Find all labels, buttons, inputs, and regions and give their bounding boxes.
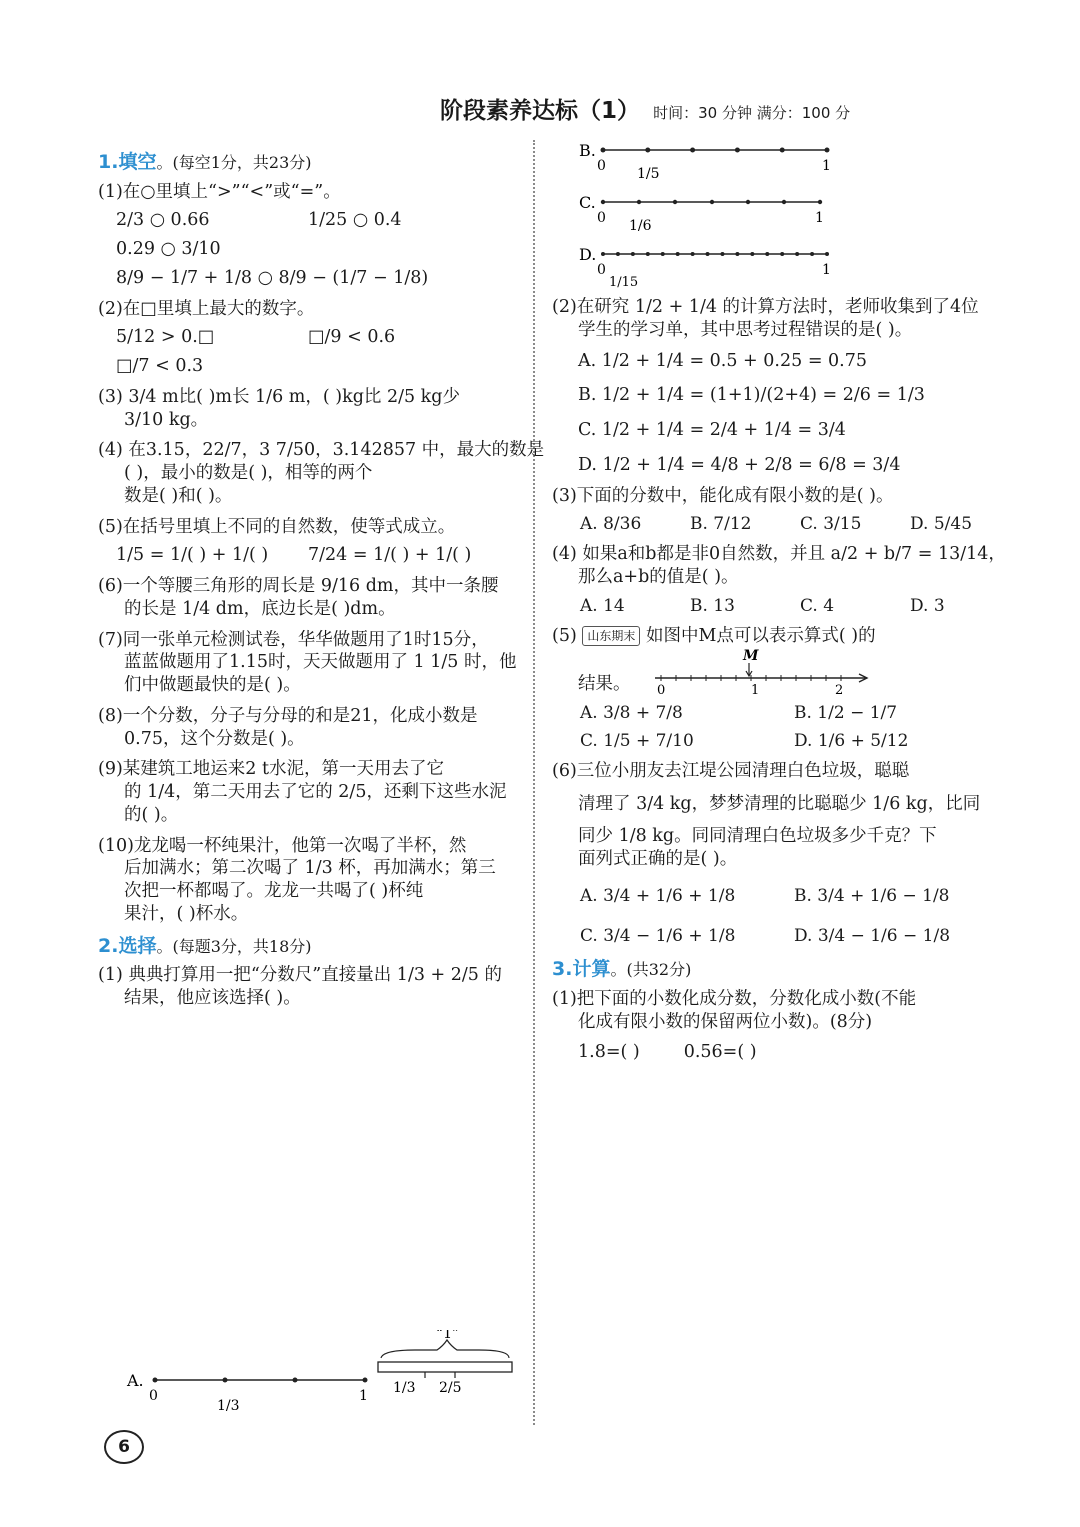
option-c[interactable]: C. 3/4 − 1/6 + 1/8	[580, 925, 736, 946]
option-d[interactable]: D. 5/45	[910, 514, 973, 535]
tick-dot	[637, 200, 641, 204]
question-line: (1)把下面的小数化成分数，分数化成小数(不能	[552, 988, 917, 1009]
section-note: 。(每空1分，共23分)	[156, 153, 312, 172]
page-number: 6	[104, 1430, 144, 1464]
ruler-body	[378, 1362, 512, 1372]
question-line: (2)在研究 1/2 + 1/4 的计算方法时，老师收集到了4位	[552, 297, 979, 317]
option-b[interactable]: B. 7/12	[690, 514, 752, 535]
tick-dot	[706, 252, 710, 256]
question-line: 次把一杯都喝了。龙龙一共喝了( )杯纯	[124, 881, 424, 902]
option-c[interactable]: C. 4	[800, 595, 835, 616]
option-b[interactable]: B. 3/4 + 1/6 − 1/8	[794, 885, 950, 906]
tick-dot	[676, 252, 680, 256]
conversion-item[interactable]: 0.56=( )	[683, 1042, 757, 1063]
tick-dot	[293, 1378, 298, 1383]
section-note: 。(每题3分，共18分)	[156, 936, 312, 956]
question-line: (3) 3/4 m比( )m长 1/6 m，( )kg比 2/5 kg少	[98, 386, 460, 407]
section-number: 3.	[552, 958, 573, 981]
question-line: (10)龙龙喝一杯纯果汁，他第一次喝了半杯，然	[98, 835, 467, 856]
equation-item[interactable]: 7/24 = 1/( ) + 1/( )	[308, 545, 472, 566]
number-line-option-c	[575, 190, 855, 240]
question-text: (3)下面的分数中，能化成有限小数的是( )。	[552, 485, 894, 506]
question-line: 同少 1/8 kg。同同清理白色垃圾多少千克？下	[578, 826, 937, 847]
question-2-3	[552, 485, 982, 536]
compare-item[interactable]: 8/9 − 1/7 + 1/8 ○ 8/9 − (1/7 − 1/8)	[116, 267, 429, 288]
source-tag: 山东期末	[582, 626, 640, 646]
question-1-7	[98, 629, 518, 697]
conversion-item[interactable]: 1.8=( )	[578, 1042, 640, 1063]
question-line: (6)一个等腰三角形的周长是 9/16 dm，其中一条腰	[98, 576, 499, 597]
question-1-6	[98, 575, 518, 621]
question-line: (1) 典典打算用一把“分数尺”直接量出 1/3 + 2/5 的	[98, 965, 502, 986]
tick-dot	[780, 252, 784, 256]
question-2-2	[552, 296, 982, 477]
question-line: (7)同一张单元检测试卷，华华做题用了1时15分，	[98, 629, 489, 650]
section-3-heading	[552, 957, 982, 982]
tick-dot	[818, 200, 822, 204]
tick-label-mid: 1/5	[637, 166, 660, 182]
option-a[interactable]: A. 1/2 + 1/4 = 0.5 + 0.25 = 0.75	[578, 350, 868, 371]
tick-label-mid: 1/6	[629, 218, 652, 234]
tick-label-right: 1	[359, 1388, 368, 1404]
tick-dot	[720, 252, 724, 256]
question-2-4	[552, 543, 1006, 617]
tick-dot	[631, 252, 635, 256]
tick-label-mid: 1/15	[609, 275, 639, 290]
question-line: 清理了 3/4 kg，梦梦清理的比聪聪少 1/6 kg，比同	[578, 793, 981, 814]
digit-item[interactable]: □/7 < 0.3	[116, 356, 204, 377]
q4-options	[580, 595, 982, 617]
q5-number-line	[645, 648, 875, 696]
q5-options	[580, 702, 982, 752]
question-line: ( )，最小的数是( )，相等的两个	[124, 463, 373, 484]
q5-stem-row	[552, 648, 982, 696]
section-1-heading	[98, 150, 518, 175]
tick-dot	[223, 1378, 228, 1383]
option-label: B.	[579, 141, 596, 160]
question-2-5	[552, 625, 982, 752]
tick-dot	[780, 148, 785, 153]
question-1-5	[98, 516, 518, 568]
question-1-1	[98, 181, 518, 290]
digit-items	[116, 326, 518, 378]
conversion-items	[552, 1041, 982, 1064]
question-line: 数是( )和( )。	[124, 485, 233, 506]
question-text: (5)在括号里填上不同的自然数，使等式成立。	[98, 516, 456, 537]
tick-label: 2	[834, 682, 843, 696]
point-m-label: M	[742, 647, 758, 664]
tick-label-left: 0	[149, 1388, 158, 1404]
tick-dot	[795, 252, 799, 256]
option-a[interactable]: A. 14	[580, 595, 625, 616]
tick-label-mid: 1/3	[217, 1398, 240, 1414]
ruler-mark: 1/3	[393, 1380, 416, 1396]
option-c[interactable]: C. 3/15	[800, 514, 862, 535]
number-line-option-d	[575, 242, 855, 292]
section-name: 填空	[118, 151, 157, 173]
question-line: 果汁，( )杯水。	[124, 903, 249, 924]
fraction-ruler	[378, 1330, 512, 1396]
question-line	[552, 625, 982, 648]
option-b[interactable]: B. 1/2 − 1/7	[794, 702, 898, 723]
tick-dot	[782, 200, 786, 204]
option-label: A.	[127, 1371, 144, 1390]
section-number: 2.	[98, 934, 119, 957]
question-2-1	[98, 964, 518, 1010]
question-1-8	[98, 705, 518, 751]
number-line-option-a	[125, 1330, 525, 1429]
question-number: (5)	[552, 625, 577, 646]
q6-options	[580, 885, 982, 947]
question-1-9	[98, 758, 518, 826]
ruler-brace	[381, 1340, 509, 1358]
question-1-2	[98, 298, 518, 378]
section-name: 选择	[118, 934, 157, 957]
question-line: 们中做题最快的是( )。	[124, 675, 301, 696]
tick-dot	[750, 252, 754, 256]
tick-dot	[746, 200, 750, 204]
option-d[interactable]: D. 3	[910, 595, 945, 616]
tick-dot	[601, 200, 605, 204]
compare-items	[116, 209, 518, 289]
tick-dot	[646, 252, 650, 256]
equation-items	[116, 544, 518, 567]
tick-dot	[691, 252, 695, 256]
question-line: (8)一个分数，分子与分母的和是21，化成小数是	[98, 705, 478, 726]
tick-label-right: 1	[815, 210, 824, 226]
compare-item[interactable]: 0.29 ○ 3/10	[116, 239, 221, 260]
tick-label-right: 1	[822, 262, 831, 278]
tick-label-left: 0	[597, 158, 606, 174]
section-2-heading	[98, 934, 518, 959]
tick-dot	[363, 1378, 368, 1383]
number-line-c-svg	[575, 190, 855, 240]
question-2-6	[552, 760, 982, 947]
question-1-4	[98, 439, 545, 507]
tick-label: 0	[656, 682, 665, 696]
number-line-a-svg	[125, 1330, 525, 1425]
option-b[interactable]: B. 1/2 + 1/4 = (1+1)/(2+4) = 2/6 = 1/3	[578, 385, 925, 406]
section-note: 。(共32分)	[610, 960, 692, 980]
tick-dot	[601, 252, 605, 256]
tick-dot	[153, 1378, 158, 1383]
question-1-3	[98, 386, 518, 432]
option-d[interactable]: D. 3/4 − 1/6 − 1/8	[794, 925, 951, 946]
tick-label-right: 1	[822, 158, 831, 174]
tick-dot	[645, 148, 650, 153]
question-text: (1)在○里填上“>”“<”或“=”。	[98, 181, 341, 202]
ruler-mark: 2/5	[439, 1380, 462, 1396]
question-1-10	[98, 835, 518, 926]
question-line: 面列式正确的是( )。	[578, 849, 738, 870]
q3-options	[580, 513, 982, 535]
question-line: 化成有限小数的保留两位小数)。(8分)	[578, 1011, 873, 1032]
question-line: 后加满水；第二次喝了 1/3 杯，再加满水；第三	[124, 858, 496, 879]
option-d[interactable]: D. 1/6 + 5/12	[794, 730, 909, 751]
question-line: 那么a+b的值是( )。	[578, 567, 739, 588]
tick-dot	[810, 252, 814, 256]
compare-item[interactable]: 2/3 ○ 0.66	[116, 210, 210, 231]
ruler-top-label: “1”	[436, 1330, 460, 1342]
question-line: 学生的学习单，其中思考过程错误的是( )。	[578, 319, 913, 340]
number-line-option-b	[575, 138, 855, 188]
question-line: (4) 在3.15，22/7，3 7/50，3.142857 中，最大的数是	[98, 440, 545, 461]
question-line: (6)三位小朋友去江堤公园清理白色垃圾，聪聪	[552, 760, 910, 781]
left-column	[98, 150, 545, 1018]
number-line-d-svg	[575, 242, 855, 292]
page-title	[440, 92, 920, 126]
tick-dot	[690, 148, 695, 153]
section-name: 计算	[572, 958, 611, 981]
question-line: (9)某建筑工地运来2 t水泥，第一天用去了它	[98, 759, 445, 780]
question-line: 结果。	[578, 673, 631, 694]
right-column	[552, 296, 1006, 1072]
question-line: (4) 如果a和b都是非0自然数，并且 a/2 + b/7 = 13/14，	[552, 544, 1006, 565]
digit-item[interactable]: □/9 < 0.6	[308, 327, 396, 348]
title-meta: 时间：30 分钟 满分：100 分	[653, 104, 851, 122]
tick-dot	[616, 252, 620, 256]
tick-dot	[735, 252, 739, 256]
digit-item[interactable]: 5/12 > 0.□	[116, 327, 215, 348]
q2-options	[578, 350, 982, 477]
tick-dot	[661, 252, 665, 256]
tick-dot	[710, 200, 714, 204]
tick-label-left: 0	[597, 262, 606, 278]
option-d[interactable]: D. 1/2 + 1/4 = 4/8 + 2/8 = 6/8 = 3/4	[578, 454, 901, 475]
question-line: 蓝蓝做题用了1.15时，天天做题用了 1 1/5 时，他	[124, 652, 517, 673]
tick-label: 1	[750, 682, 759, 696]
option-c[interactable]: C. 1/2 + 1/4 = 2/4 + 1/4 = 3/4	[578, 420, 846, 440]
number-line-b-svg	[575, 138, 855, 188]
column-divider	[533, 140, 535, 1425]
question-line: 3/10 kg。	[124, 409, 209, 430]
equation-item[interactable]: 1/5 = 1/( ) + 1/( )	[116, 545, 269, 566]
question-line: 的( )。	[124, 804, 179, 825]
title-main: 阶段素养达标（1）	[440, 98, 641, 124]
tick-dot	[735, 148, 740, 153]
question-line: 结果，他应该选择( )。	[124, 988, 301, 1009]
option-c[interactable]: C. 1/5 + 7/10	[580, 730, 694, 751]
tick-label-left: 0	[597, 210, 606, 226]
option-label: C.	[579, 193, 596, 212]
question-text: (2)在□里填上最大的数字。	[98, 298, 315, 319]
option-a[interactable]: A. 3/4 + 1/6 + 1/8	[580, 885, 736, 906]
option-label: D.	[579, 245, 597, 264]
question-3-1	[552, 988, 982, 1064]
question-line: 的 1/4，第二天用去了它的 2/5，还剩下这些水泥	[124, 782, 507, 803]
compare-item[interactable]: 1/25 ○ 0.4	[308, 210, 402, 231]
tick-dot	[601, 148, 606, 153]
option-a[interactable]: A. 3/8 + 7/8	[580, 702, 683, 723]
number-line-options	[575, 138, 855, 294]
question-line: 0.75，这个分数是( )。	[124, 728, 305, 749]
option-b[interactable]: B. 13	[690, 595, 735, 616]
tick-dot	[765, 252, 769, 256]
tick-dot	[673, 200, 677, 204]
question-text: 如图中M点可以表示算式( )的	[645, 625, 876, 646]
tick-dot	[825, 252, 829, 256]
tick-dot	[825, 148, 830, 153]
section-number: 1.	[98, 151, 119, 173]
option-a[interactable]: A. 8/36	[580, 514, 642, 535]
question-line: 的长是 1/4 dm，底边长是( )dm。	[124, 598, 396, 619]
